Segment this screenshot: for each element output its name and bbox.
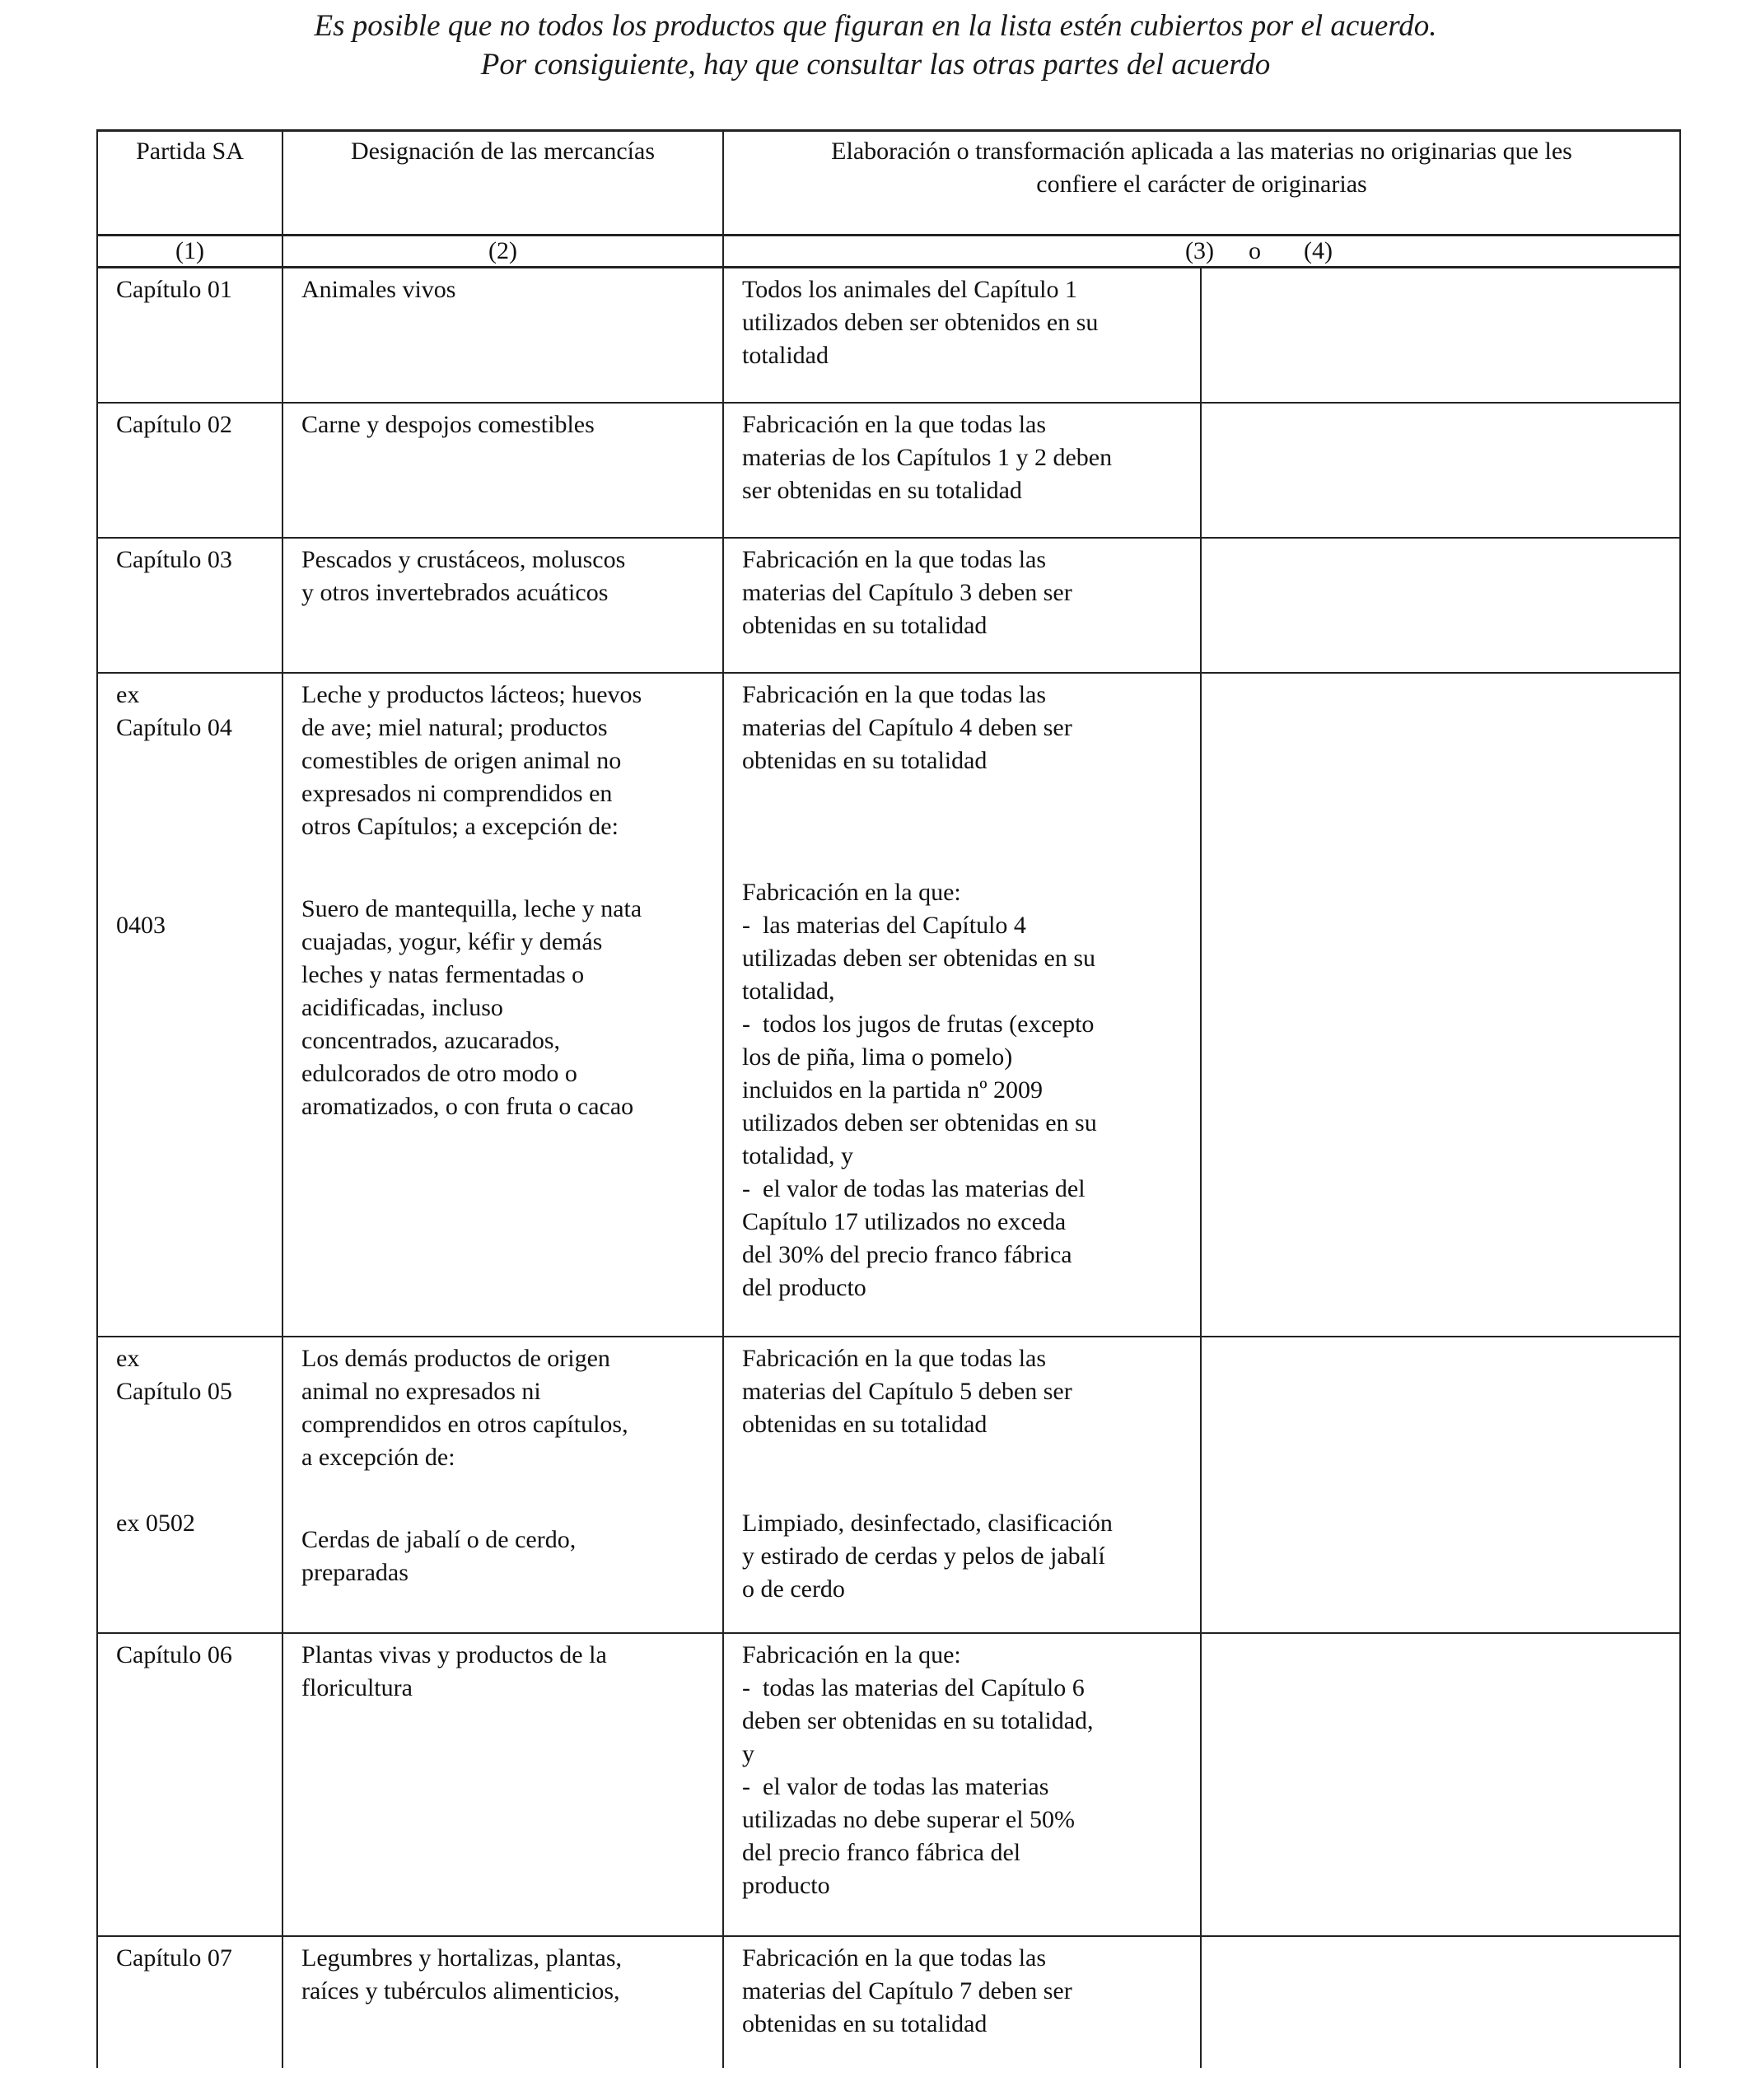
header-description: Designación de las mercancías — [282, 131, 723, 236]
table-row — [97, 673, 1680, 1337]
hs-code: Capítulo 07 — [116, 1944, 232, 1972]
rule-cell — [723, 538, 1201, 673]
description-line: otros Capítulos; a excepción de: — [301, 812, 619, 840]
column-number-3-4 — [723, 236, 1680, 268]
column-number-1: (1) — [97, 236, 282, 268]
rule-line: Fabricación en la que todas las — [742, 410, 1047, 438]
hs-code-prefix: ex — [116, 1344, 140, 1372]
sub-rule-intro: Fabricación en la que: — [742, 878, 961, 906]
hs-code-cell — [97, 1936, 282, 2068]
header-processing-line-2: confiere el carácter de originarias — [1036, 170, 1367, 198]
column-number-2: (2) — [282, 236, 723, 268]
column-number-3: (3) — [1185, 237, 1214, 264]
rule-bullet — [742, 1672, 1182, 1771]
description-line: de ave; miel natural; productos — [301, 713, 608, 741]
hs-sub-code: 0403 — [116, 911, 166, 939]
rule-bullet-line: producto — [742, 1871, 830, 1899]
description-line: Carne y despojos comestibles — [301, 410, 595, 438]
rule-line: materias del Capítulo 3 deben ser — [742, 578, 1072, 606]
sub-description-line: aromatizados, o con fruta o cacao — [301, 1092, 634, 1120]
hs-code-cell — [97, 1633, 282, 1936]
description-cell — [282, 403, 723, 538]
rule-bullet-line: totalidad, y — [742, 1141, 853, 1169]
hs-code: Capítulo 03 — [116, 545, 232, 573]
rule-bullet — [742, 909, 1182, 1008]
bullet-dash: - — [742, 1010, 750, 1038]
hs-code: Capítulo 05 — [116, 1377, 232, 1405]
alternative-rule-cell — [1201, 1936, 1680, 2068]
hs-code-cell — [97, 1337, 282, 1633]
sub-description-line: edulcorados de otro modo o — [301, 1059, 577, 1087]
description-line: Los demás productos de origen — [301, 1344, 610, 1372]
description-cell — [282, 1337, 723, 1633]
hs-sub-code: ex 0502 — [116, 1509, 195, 1537]
rule-line: Todos los animales del Capítulo 1 — [742, 276, 1078, 303]
header-processing — [723, 131, 1680, 236]
rule-line: Fabricación en la que todas las — [742, 1344, 1047, 1372]
description-cell — [282, 1633, 723, 1936]
alternative-rule-cell — [1201, 268, 1680, 403]
sub-description-line: Suero de mantequilla, leche y nata — [301, 894, 642, 922]
description-line: Pescados y crustáceos, moluscos — [301, 545, 626, 573]
bullet-dash: - — [742, 1772, 750, 1800]
sub-rule-line: y estirado de cerdas y pelos de jabalí — [742, 1542, 1105, 1570]
sub-description-line: concentrados, azucarados, — [301, 1026, 561, 1054]
rule-bullet-line: todas las materias del Capítulo 6 — [763, 1673, 1085, 1701]
bullet-dash: - — [742, 1673, 750, 1701]
description-line: Animales vivos — [301, 276, 456, 303]
description-cell — [282, 538, 723, 673]
rule-line: ser obtenidas en su totalidad — [742, 476, 1022, 504]
description-line: floricultura — [301, 1673, 413, 1701]
rule-bullet-line: las materias del Capítulo 4 — [763, 911, 1026, 939]
sub-rule-line: o de cerdo — [742, 1575, 845, 1603]
description-line: expresados ni comprendidos en — [301, 779, 613, 807]
description-line: raíces y tubérculos alimenticios, — [301, 1976, 620, 2004]
rule-line: Fabricación en la que todas las — [742, 545, 1047, 573]
rule-line: obtenidas en su totalidad — [742, 611, 988, 639]
table-row — [97, 1936, 1680, 2068]
bullet-dash: - — [742, 1174, 750, 1202]
origin-rules-table — [96, 129, 1681, 2068]
rule-bullet-line: utilizadas deben ser obtenidas en su — [742, 944, 1096, 972]
table-row — [97, 1633, 1680, 1936]
sub-rule-line: Limpiado, desinfectado, clasificación — [742, 1509, 1113, 1537]
column-or: o — [1248, 237, 1261, 264]
header-processing-line-1: Elaboración o transformación aplicada a las materias no originarias que les — [831, 138, 1572, 165]
rule-bullet-line: Capítulo 17 utilizados no exceda — [742, 1207, 1067, 1235]
description-line: a excepción de: — [301, 1443, 455, 1471]
rule-bullet-line: del producto — [742, 1273, 866, 1301]
rule-cell — [723, 268, 1201, 403]
rule-bullet-line: el valor de todas las materias — [763, 1772, 1049, 1800]
hs-code-prefix: ex — [116, 680, 140, 708]
hs-code-cell — [97, 403, 282, 538]
rule-bullet-line: utilizados deben ser obtenidas en su — [742, 1108, 1097, 1136]
table-row — [97, 538, 1680, 673]
sub-description-line: preparadas — [301, 1558, 409, 1586]
rule-intro: Fabricación en la que: — [742, 1640, 961, 1668]
sub-description-line: Cerdas de jabalí o de cerdo, — [301, 1525, 577, 1553]
rule-line: obtenidas en su totalidad — [742, 746, 988, 774]
description-line: comestibles de origen animal no — [301, 746, 622, 774]
description-line: Legumbres y hortalizas, plantas, — [301, 1944, 623, 1972]
column-number-row — [97, 236, 1680, 268]
alternative-rule-cell — [1201, 403, 1680, 538]
table-row — [97, 268, 1680, 403]
hs-code: Capítulo 02 — [116, 410, 232, 438]
rule-line: totalidad — [742, 342, 829, 369]
rule-bullet — [742, 1008, 1182, 1173]
rule-bullet-line: y — [742, 1739, 754, 1767]
alternative-rule-cell — [1201, 1337, 1680, 1633]
rule-line: materias del Capítulo 7 deben ser — [742, 1976, 1072, 2004]
hs-code: Capítulo 04 — [116, 713, 232, 741]
hs-code: Capítulo 06 — [116, 1640, 232, 1668]
header-hs-heading: Partida SA — [97, 131, 282, 236]
sub-description-line: cuajadas, yogur, kéfir y demás — [301, 927, 603, 955]
description-line: y otros invertebrados acuáticos — [301, 578, 609, 606]
rule-bullet — [742, 1173, 1182, 1304]
alternative-rule-cell — [1201, 538, 1680, 673]
rule-line: materias del Capítulo 4 deben ser — [742, 713, 1072, 741]
hs-code: Capítulo 01 — [116, 276, 232, 303]
rule-cell — [723, 403, 1201, 538]
description-line: animal no expresados ni — [301, 1377, 541, 1405]
alternative-rule-cell — [1201, 673, 1680, 1337]
rule-bullet-line: todos los jugos de frutas (excepto — [763, 1010, 1095, 1038]
hs-code-cell — [97, 673, 282, 1337]
rule-cell — [723, 1337, 1201, 1633]
table-row — [97, 1337, 1680, 1633]
rule-line: obtenidas en su totalidad — [742, 1410, 988, 1438]
note-line-2: Por consiguiente, hay que consultar las otras partes del acuerdo — [480, 48, 1271, 82]
description-cell — [282, 268, 723, 403]
rule-line: utilizados deben ser obtenidos en su — [742, 309, 1099, 336]
rule-cell — [723, 1936, 1201, 2068]
rule-line: Fabricación en la que todas las — [742, 680, 1047, 708]
rule-cell — [723, 1633, 1201, 1936]
rule-line: materias de los Capítulos 1 y 2 deben — [742, 443, 1113, 471]
alternative-rule-cell — [1201, 1633, 1680, 1936]
bullet-dash: - — [742, 911, 750, 939]
rule-bullet — [742, 1771, 1182, 1902]
rule-bullet-line: el valor de todas las materias del — [763, 1174, 1086, 1202]
description-line: Plantas vivas y productos de la — [301, 1640, 607, 1668]
rule-bullet-line: totalidad, — [742, 977, 835, 1005]
coverage-note — [0, 7, 1751, 84]
rule-bullet-line: los de piña, lima o pomelo) — [742, 1043, 1013, 1071]
sub-description-line: leches y natas fermentadas o — [301, 960, 585, 988]
description-cell — [282, 673, 723, 1337]
description-line: Leche y productos lácteos; huevos — [301, 680, 642, 708]
description-line: comprendidos en otros capítulos, — [301, 1410, 628, 1438]
note-line-1: Es posible que no todos los productos que figuran en la lista estén cubiertos por el acuerdo. — [314, 9, 1437, 43]
table-row — [97, 403, 1680, 538]
rule-cell — [723, 673, 1201, 1337]
sub-description-line: acidificadas, incluso — [301, 993, 503, 1021]
rule-bullet-line: del 30% del precio franco fábrica — [742, 1240, 1072, 1268]
hs-code-cell — [97, 538, 282, 673]
rule-bullet-line: deben ser obtenidas en su totalidad, — [742, 1706, 1094, 1734]
table-header-row — [97, 131, 1680, 236]
description-cell — [282, 1936, 723, 2068]
rule-line: Fabricación en la que todas las — [742, 1944, 1047, 1972]
rule-bullet-line: utilizadas no debe superar el 50% — [742, 1805, 1076, 1833]
rule-line: obtenidas en su totalidad — [742, 2009, 988, 2037]
rule-bullet-line: del precio franco fábrica del — [742, 1838, 1021, 1866]
rule-line: materias del Capítulo 5 deben ser — [742, 1377, 1072, 1405]
hs-code-cell — [97, 268, 282, 403]
rule-bullet-line: incluidos en la partida nº 2009 — [742, 1076, 1044, 1104]
column-number-4: (4) — [1303, 237, 1333, 264]
